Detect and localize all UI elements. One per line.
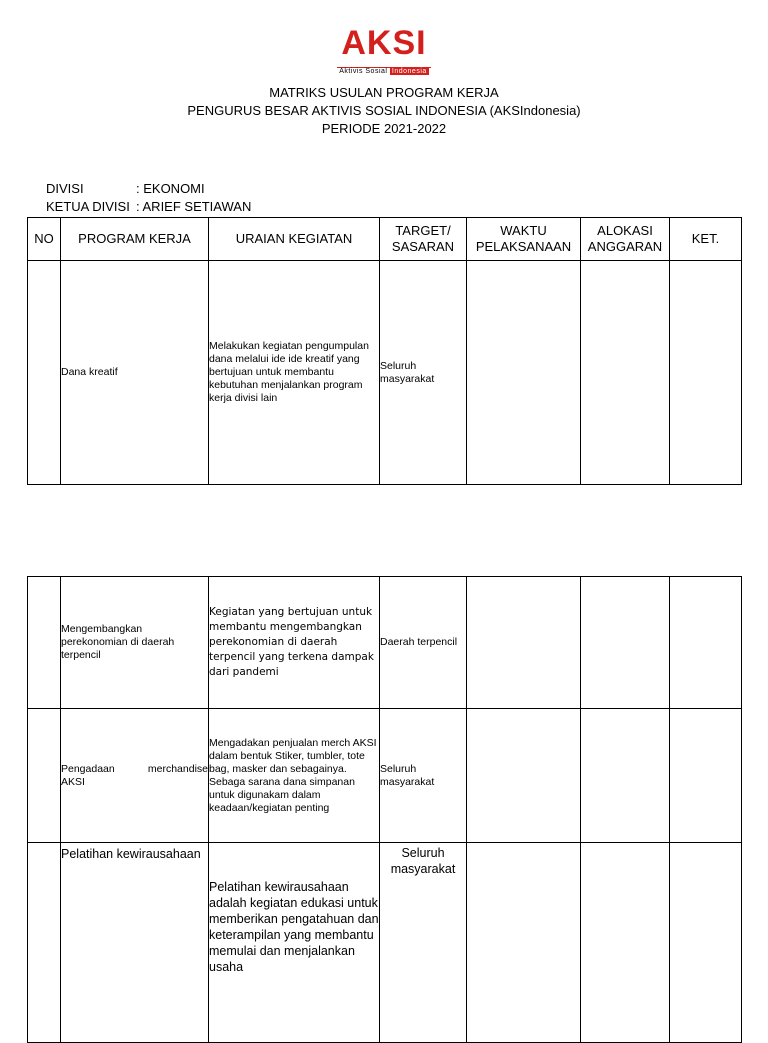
program-word-1: Pengadaan <box>61 762 115 775</box>
header-target <box>380 218 467 261</box>
cell-waktu <box>467 843 581 1043</box>
cell-no <box>28 261 61 485</box>
heading-line-2: PENGURUS BESAR AKTIVIS SOSIAL INDONESIA (AKSIndonesia) <box>187 103 581 118</box>
divisi-value: : EKONOMI <box>136 181 205 196</box>
divisi-row <box>46 180 251 198</box>
table-row <box>28 843 742 1043</box>
cell-no <box>28 843 61 1043</box>
header-uraian: URAIAN KEGIATAN <box>209 218 380 261</box>
cell-target: Seluruh masyarakat <box>380 843 467 1043</box>
header-waktu <box>467 218 581 261</box>
divisi-label: DIVISI <box>46 181 84 196</box>
cell-program <box>61 709 209 843</box>
program-line-2: AKSI <box>61 775 85 788</box>
header-program: PROGRAM KERJA <box>61 218 209 261</box>
program-word-2: merchandise <box>147 762 208 775</box>
cell-ket <box>670 261 742 485</box>
header-ket: KET. <box>670 218 742 261</box>
ketua-row <box>46 198 251 216</box>
cell-program: Dana kreatif <box>61 261 209 485</box>
header-target-line2: SASARAN <box>391 239 455 254</box>
cell-uraian: Pelatihan kewirausahaan adalah kegiatan edukasi untuk memberikan pengatahuan dan keterampilan yang membantu memulai dan menjalankan usaha <box>209 843 380 1043</box>
table-row <box>28 709 742 843</box>
logo-wordmark: AKSI <box>341 24 427 62</box>
cell-waktu <box>467 261 581 485</box>
cell-no <box>28 709 61 843</box>
cell-alokasi <box>581 709 670 843</box>
header-waktu-line1: WAKTU <box>500 223 547 238</box>
cell-program: Pelatihan kewirausahaan <box>61 843 209 1043</box>
cell-target: Daerah terpencil <box>380 577 467 709</box>
cell-target: Seluruh masyarakat <box>380 261 467 485</box>
header-no: NO <box>28 218 61 261</box>
ketua-value: : ARIEF SETIAWAN <box>136 199 252 214</box>
header-alokasi-line2: ANGGARAN <box>587 239 663 254</box>
header-waktu-line2: PELAKSANAAN <box>475 239 572 254</box>
table-header-row <box>28 218 742 261</box>
cell-ket <box>670 843 742 1043</box>
cell-alokasi <box>581 577 670 709</box>
cell-alokasi <box>581 843 670 1043</box>
heading-line-3: PERIODE 2021-2022 <box>321 121 447 136</box>
header-alokasi <box>581 218 670 261</box>
program-line-1 <box>61 763 208 776</box>
document-heading <box>0 84 768 138</box>
cell-waktu <box>467 577 581 709</box>
header-alokasi-line1: ALOKASI <box>597 223 653 238</box>
cell-uraian: Melakukan kegiatan pengumpulan dana melalui ide ide kreatif yang bertujuan untuk membantu kebutuhan menjalankan program kerja divisi lain <box>209 261 380 485</box>
logo-tagline <box>337 67 431 76</box>
cell-uraian: Kegiatan yang bertujuan untuk membantu mengembangkan perekonomian di daerah terpencil yang terkena dampak dari pandemi <box>209 577 380 709</box>
cell-ket <box>670 577 742 709</box>
cell-ket <box>670 709 742 843</box>
program-matrix-table-2 <box>27 576 742 1043</box>
table-row <box>28 261 742 485</box>
cell-alokasi <box>581 261 670 485</box>
aksi-logo <box>0 26 768 78</box>
ketua-label: KETUA DIVISI <box>46 199 130 214</box>
cell-no <box>28 577 61 709</box>
cell-program: Mengembangkan perekonomian di daerah terpencil <box>61 577 209 709</box>
table-row <box>28 577 742 709</box>
logo-tagline-red: Indonesia <box>391 68 427 75</box>
cell-target: Seluruh masyarakat <box>380 709 467 843</box>
logo-tagline-black: Aktivis Sosial <box>339 68 388 75</box>
cell-waktu <box>467 709 581 843</box>
program-matrix-table-1 <box>27 217 742 485</box>
division-info <box>46 180 251 216</box>
cell-uraian: Mengadakan penjualan merch AKSI dalam bentuk Stiker, tumbler, tote bag, masker dan sebagainya. Sebaga sarana dana simpanan untuk digunakam dalam keadaan/kegiatan penting <box>209 709 380 843</box>
header-target-line1: TARGET/ <box>395 223 451 238</box>
heading-line-1: MATRIKS USULAN PROGRAM KERJA <box>269 85 499 100</box>
